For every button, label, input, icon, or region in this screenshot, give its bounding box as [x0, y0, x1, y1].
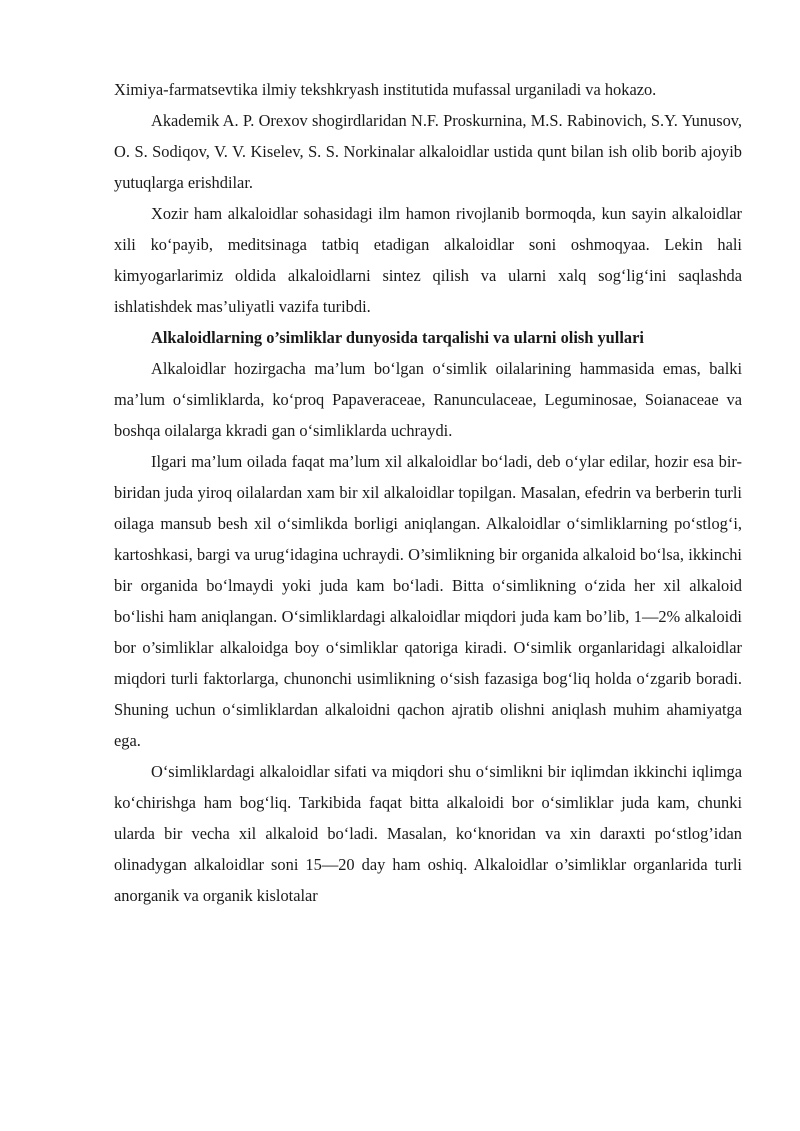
- document-page: [114, 74, 742, 911]
- paragraph-intro-continuation: Ximiya-farmatsevtika ilmiy tekshkryash institutida mufassal urganiladi va hokazo.: [114, 80, 657, 99]
- paragraph-plant-families: Alkaloidlar hozirgacha ma’lum bo‘lgan o‘simlik oilalarining hammasida emas, balki ma’lum o‘simliklarda, ko‘proq Papaveraceae, Ranunculaceae, Leguminosae, Soianaceae va boshqa oilalarga kkradi gan o‘simliklarda uchraydi.: [114, 359, 742, 440]
- paragraph-orexov-students: Akademik A. P. Orexov shogirdlaridan N.F. Proskurnina, M.S. Rabinovich, S.Y. Yunusov, O. S. Sodiqov, V. V. Kiselev, S. S. Norkinalar alkaloidlar ustida qunt bilan ish olib borib ajoyib yutuqlarga erishdilar.: [114, 111, 742, 192]
- section-heading: Alkaloidlarning o’simliklar dunyosida tarqalishi va ularni olish yullari: [151, 328, 644, 347]
- paragraph-climate-dependence: O‘simliklardagi alkaloidlar sifati va miqdori shu o‘simlikni bir iqlimdan ikkinchi iqlimga ko‘chirishga ham bog‘liq. Tarkibida faqat bitta alkaloidi bor o‘simliklar juda kam, chunki ularda bir vecha xil alkaloid bo‘ladi. Masalan, ko‘knoridan va xin daraxti po‘stlog’idan olinadygan alkaloidlar soni 15—20 day ham oshiq. Alkaloidlar o’simliklar organlarida turli anorganik va organik kislotalar: [114, 762, 742, 905]
- paragraph-current-research: Xozir ham alkaloidlar sohasidagi ilm hamon rivojlanib bormoqda, kun sayin alkaloidlar xili ko‘payib, meditsinaga tatbiq etadigan alkaloidlar soni oshmoqyaa. Lekin hali kimyogarlarimiz oldida alkaloidlarni sintez qilish va ularni xalq sog‘lig‘ini saqlashda ishlatishdek mas’uliyatli vazifa turibdi.: [114, 204, 742, 316]
- paragraph-distribution-in-organs: Ilgari ma’lum oilada faqat ma’lum xil alkaloidlar bo‘ladi, deb o‘ylar edilar, hozir esa bir-biridan juda yiroq oilalardan xam bir xil alkaloidlar topilgan. Masalan, efedrin va berberin turli oilaga mansub besh xil o‘simlikda borligi aniqlangan. Alkaloidlar o‘simliklarning po‘stlog‘i, kartoshkasi, bargi va urug‘idagina uchraydi. O’simlikning bir organida alkaloid bo‘lsa, ikkinchi bir organida bo‘lmaydi yoki juda kam bo‘ladi. Bitta o‘simlikning o‘zida her xil alkaloid bo‘lishi ham aniqlangan. O‘simliklardagi alkaloidlar miqdori juda kam bo’lib, 1—2% alkaloidi bor o’simliklar alkaloidga boy o‘simliklar qatoriga kiradi. O‘simlik organlaridagi alkaloidlar miqdori turli faktorlarga, chunonchi usimlikning o‘sish fazasiga bog‘liq holda o‘zgarib boradi. Shuning uchun o‘simliklardan alkaloidni qachon ajratib olishni aniqlash muhim ahamiyatga ega.: [114, 452, 742, 750]
